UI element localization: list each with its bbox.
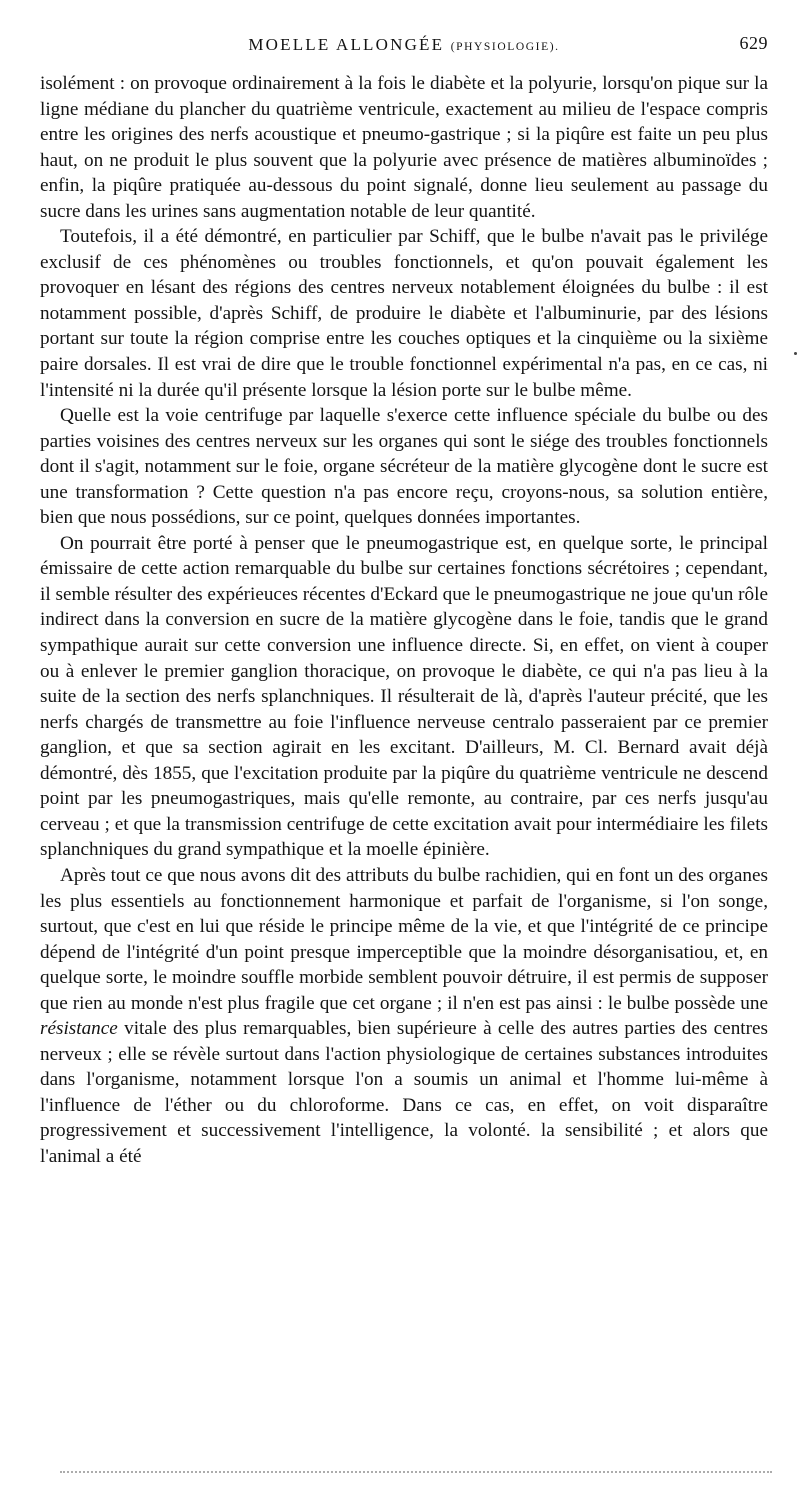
bottom-bleed-through-line [60, 1471, 772, 1473]
paragraph-2: Toutefois, il a été démontré, en particulier par Schiff, que le bulbe n'avait pas le privilége exclusif de ces phénomènes ou troubles fonctionnels, et qu'on pouvait également les provoquer en lésant des régions des centres nerveux notablement éloignées du bulbe : il est notamment possible, d'après Schiff, de produire le diabète et l'albuminurie, par des lésions portant sur toute la région comprise entre les couches optiques et la cinquième ou la sixième paire dorsales. Il est vrai de dire que le trouble fonctionnel expérimental n'a pas, en ce cas, ni l'intensité ni la durée qu'il présente lorsque la lésion porte sur le bulbe même. [40, 226, 768, 401]
paragraph-5-text-after: vitale des plus remarquables, bien supérieure à celle des autres parties des centres nerveux ; elle se révèle surtout dans l'action physiologique de certaines substances introduites dans l'organisme, notamment lorsque l'on a soumis un animal et l'homme lui-même à l'influence de l'éther ou du chloroforme. Dans ce cas, en effet, on voit disparaître progressivement et successivement l'intelligence, la volonté. la sensibilité ; et alors que l'animal a été [40, 1018, 768, 1167]
running-title: MOELLE ALLONGÉE [248, 35, 445, 54]
paragraph-5 [40, 863, 768, 1170]
paragraph-4: On pourrait être porté à penser que le pneumogastrique est, en quelque sorte, le principal émissaire de cette action remarquable du bulbe sur certaines fonctions sécrétoires ; cependant, il semble résulter des expérieuces récentes d'Eckard que le pneumogastrique ne joue qu'un rôle indirect dans la conversion en sucre de la matière glycogène dans le foie, tandis que le grand sympathique aurait sur cette conversion une influence directe. Si, en effet, on vient à couper ou à enlever le premier ganglion thoracique, on provoque le diabète, ce qui n'a pas lieu à la suite de la section des nerfs splanchniques. Il résulterait de là, d'après l'auteur précité, que les nerfs chargés de transmettre au foie l'influence nerveuse centralo passeraient par ce premier ganglion, et que sa section agirait en les excitant. D'ailleurs, M. Cl. Bernard avait déjà démontré, dès 1855, que l'excitation produite par la piqûre du quatrième ventricule ne descend point par les pneumogastriques, mais qu'elle remonte, au contraire, par ces nerfs jusqu'au cerveau ; et que la transmission centrifuge de cette excitation avait pour intermédiaire les filets splanchniques du grand sympathique et la moelle épinière. [40, 532, 768, 861]
paragraph-5-text-before: Après tout ce que nous avons dit des attributs du bulbe rachidien, qui en font un des organes les plus essentiels au fonctionnement harmonique et parfait de l'organisme, si l'on songe, surtout, que c'est en lui que réside le principe même de la vie, et que l'intégrité de ce principe dépend de l'intégrité d'un point presque imperceptible que la moindre désorganisatiou, et, en quelque sorte, le moindre souffle morbide semblent pouvoir détruire, il est permis de supposer que rien au monde n'est plus fragile que cet organe ; il n'en est pas ainsi : le bulbe possède une [40, 864, 768, 1014]
page-number: 629 [739, 33, 768, 53]
running-subtitle: (PHYSIOLOGIE). [450, 41, 560, 53]
margin-speck [794, 352, 797, 355]
paragraph-1: isolément : on provoque ordinairement à la fois le diabète et la polyurie, lorsqu'on pique sur la ligne médiane du plancher du quatrième ventricule, exactement au milieu de l'espace compris entre les origines des nerfs acoustique et pneumo-gastrique ; si la piqûre est faite un peu plus haut, on ne produit le plus souvent que la polyurie avec présence de matières albuminoïdes ; enfin, la piqûre pratiquée au-dessous du point signalé, donne lieu seulement au passage du sucre dans les urines sans augmentation notable de leur quantité. [40, 73, 768, 222]
body-text [40, 71, 768, 1170]
running-head [40, 33, 768, 57]
paragraph-3: Quelle est la voie centrifuge par laquelle s'exerce cette influence spéciale du bulbe ou des parties voisines des centres nerveux sur les organes qui sont le siége des troubles fonctionnels dont il s'agit, notamment sur le foie, organe sécréteur de la matière glycogène dont le sucre est une transformation ? Cette question n'a pas encore reçu, croyons-nous, sa solution entière, bien que nous possédions, sur ce point, quelques données importantes. [40, 405, 768, 529]
running-title-line [40, 35, 768, 55]
paragraph-5-emphasis: résistance [40, 1018, 118, 1040]
